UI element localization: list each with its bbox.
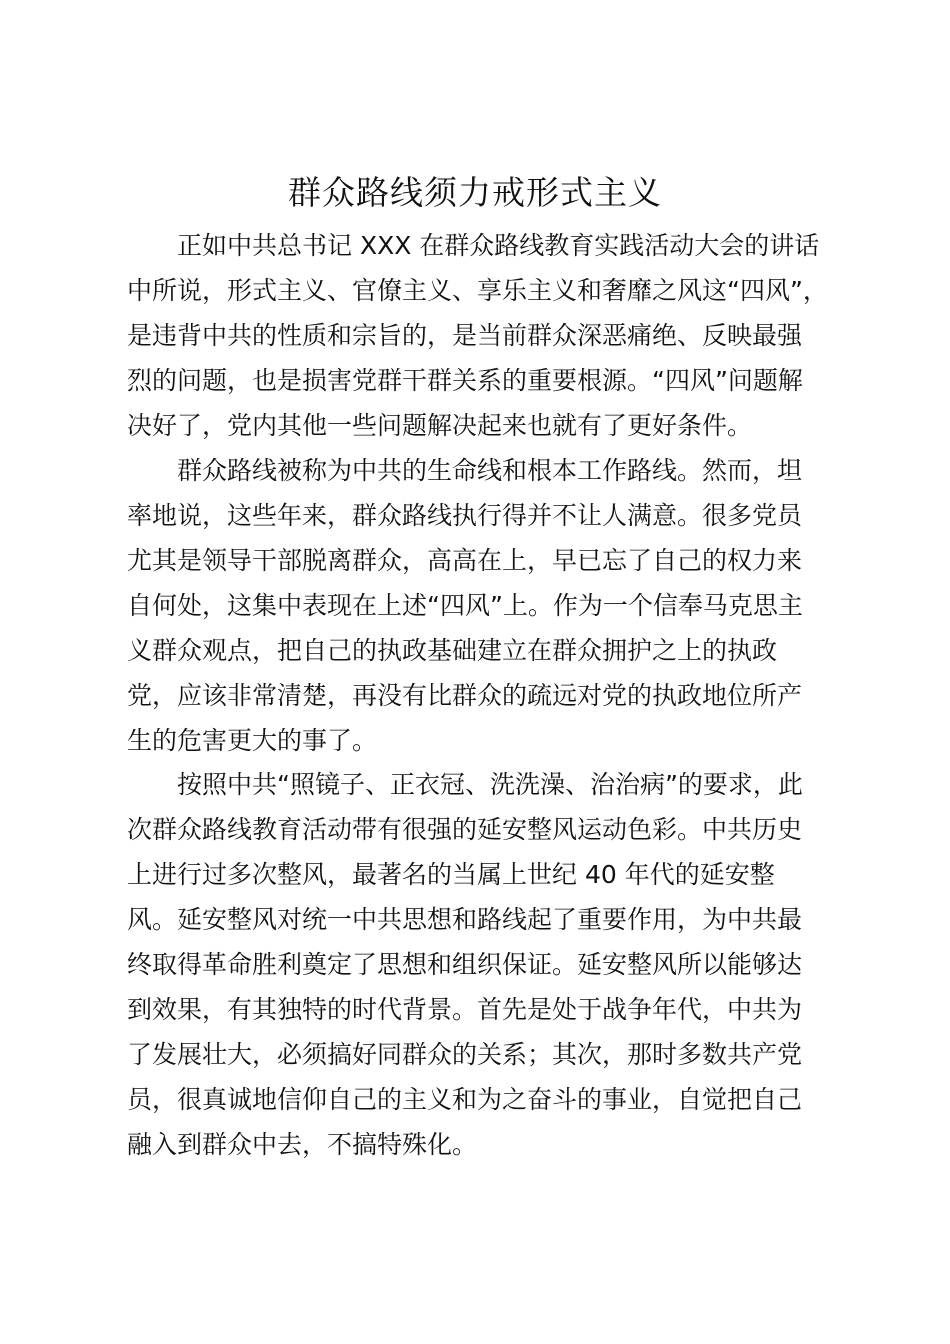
text-line: 中所说，形式主义、官僚主义、享乐主义和奢靡之风这“四风”， xyxy=(127,276,828,305)
text-line: 是违背中共的性质和宗旨的，是当前群众深恶痛绝、反映最强 xyxy=(127,321,803,350)
document-title: 群众路线须力戒形式主义 xyxy=(288,173,662,212)
text-line: 上进行过多次整风，最著名的当属上世纪 40 年代的延安整 xyxy=(127,860,775,889)
text-line: 终取得革命胜利奠定了思想和组织保证。延安整风所以能够达 xyxy=(127,950,803,979)
text-line: 尤其是领导干部脱离群众，高高在上，早已忘了自己的权力来 xyxy=(127,546,803,575)
text-line: 融入到群众中去，不搞特殊化。 xyxy=(127,1130,478,1159)
text-line: 群众路线被称为中共的生命线和根本工作路线。然而，坦 xyxy=(127,456,803,485)
text-line: 了发展壮大，必须搞好同群众的关系；其次，那时多数共产党 xyxy=(127,1040,803,1069)
text-line: 义群众观点，把自己的执政基础建立在群众拥护之上的执政 xyxy=(127,636,778,665)
text-line: 正如中共总书记 XXX 在群众路线教育实践活动大会的讲话 xyxy=(127,231,820,260)
text-line: 烈的问题，也是损害党群干群关系的重要根源。“四风”问题解 xyxy=(127,366,803,395)
text-line: 决好了，党内其他一些问题解决起来也就有了更好条件。 xyxy=(127,411,753,440)
text-line: 党，应该非常清楚，再没有比群众的疏远对党的执政地位所产 xyxy=(127,681,803,710)
text-line: 风。延安整风对统一中共思想和路线起了重要作用，为中共最 xyxy=(127,905,803,934)
text-line: 到效果，有其独特的时代背景。首先是处于战争年代，中共为 xyxy=(127,995,803,1024)
text-line: 自何处，这集中表现在上述“四风”上。作为一个信奉马克思主 xyxy=(127,591,803,620)
text-line: 员，很真诚地信仰自己的主义和为之奋斗的事业，自觉把自己 xyxy=(127,1085,803,1114)
text-line: 率地说，这些年来，群众路线执行得并不让人满意。很多党员 xyxy=(127,501,803,530)
text-line: 按照中共“照镜子、正衣冠、洗洗澡、治治病”的要求，此 xyxy=(127,770,803,799)
text-line: 生的危害更大的事了。 xyxy=(127,726,378,755)
text-line: 次群众路线教育活动带有很强的延安整风运动色彩。中共历史 xyxy=(127,815,803,844)
